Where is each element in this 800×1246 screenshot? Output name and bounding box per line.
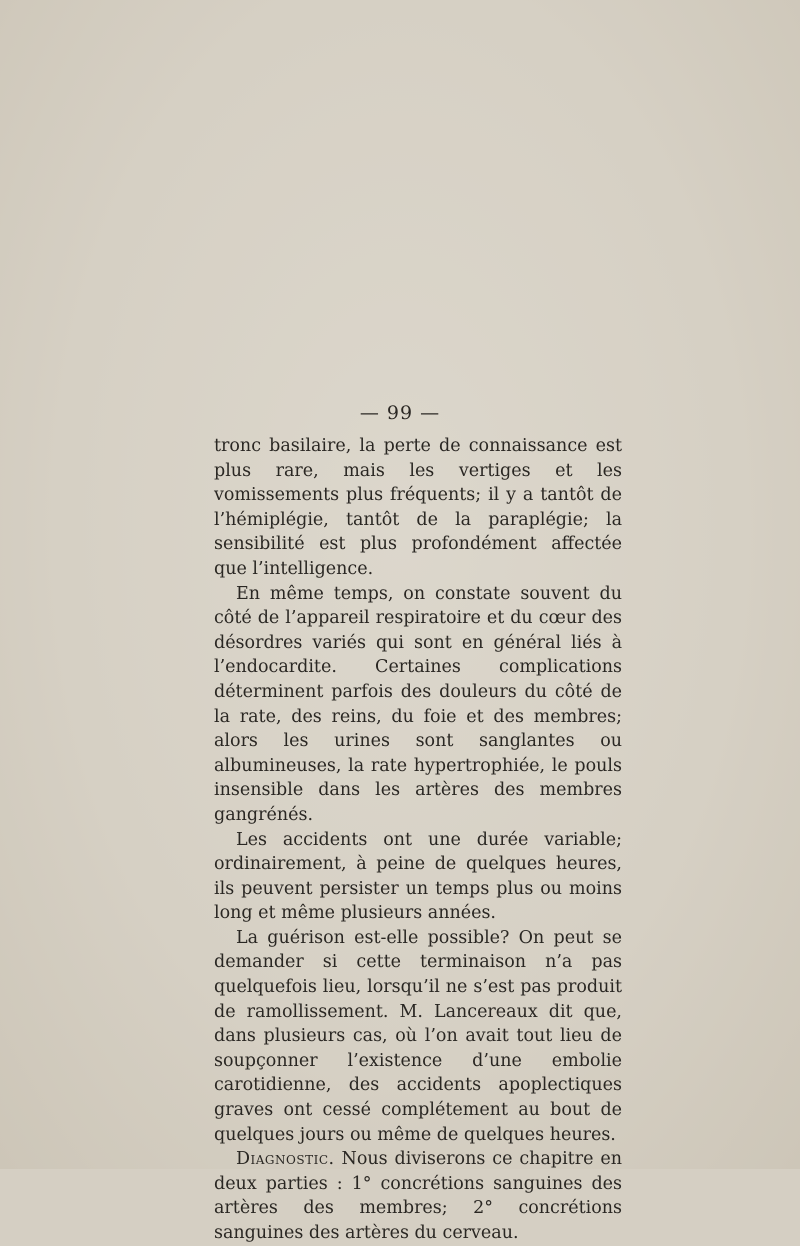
section-heading-diagnostic: Diagnostic.: [236, 1149, 335, 1170]
paragraph-text: La guérison est-elle possible? On peut se demander si cette terminaison n’a pas quelquefois lieu, lorsqu’il ne s’est pas produit de ramollissement. M. Lancereaux dit que, dans plusieurs cas, où l’on avait tout lieu de soupçonner l’existence d’une embolie carotidienne, des accidents apoplectiques graves ont cessé complétement au bout de quelques jours ou même de quelques heures.: [214, 927, 622, 1145]
paragraph-diagnostic: [214, 1147, 622, 1245]
paragraph-text: Les accidents ont une durée variable; ordinairement, à peine de quelques heures, ils peuvent persister un temps plus ou moins long et même plusieurs années.: [214, 829, 622, 924]
body-text: [214, 434, 622, 1246]
paragraph-duration: [214, 828, 622, 926]
paragraph-text: Nous diviserons ce chapitre en deux parties : 1° concrétions sanguines des artères des membres; 2° concrétions sanguines des artères du cerveau.: [214, 1149, 622, 1243]
paragraph-healing: [214, 926, 622, 1147]
paragraph-text: En même temps, on constate souvent du côté de l’appareil respiratoire et du cœur des désordres variés qui sont en général liés à l’endocardite. Certaines complications déterminent parfois des douleurs du côté de la rate, des reins, du foie et des membres; alors les urines sont sanglantes ou albumineuses, la rate hypertrophiée, le pouls insensible dans les artères des membres gangrénés.: [214, 583, 622, 825]
paragraph-continuation: [214, 434, 622, 582]
paragraph-complications: [214, 582, 622, 828]
paragraph-text: tronc basilaire, la perte de connaissance est plus rare, mais les vertiges et les vomissements plus fréquents; il y a tantôt de l’hémiplégie, tantôt de la paraplégie; la sensibilité est plus profondément affectée que l’intelligence.: [214, 436, 622, 579]
page-number: — 99 —: [359, 402, 441, 424]
